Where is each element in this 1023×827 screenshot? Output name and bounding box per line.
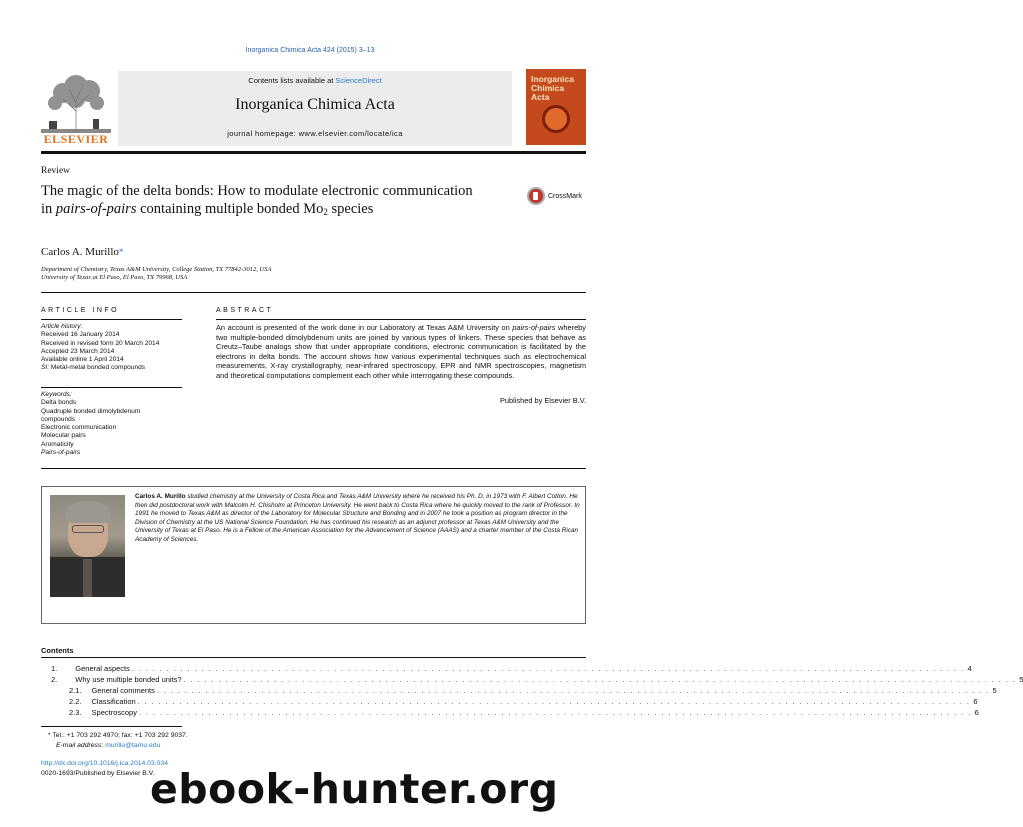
toc-leader-dots: . . . . . . . . . . . . . . . . . . . . . . . . . . . . . . . . . . . . . . . . . . . . . . . . . . . . . . . . . . . . . . . . . . . . . . . . . . . . . . . . . . . . . . . . . . . . . . . . . . . . . . . . . . . . . . . . . . . . . . . . bbox=[138, 708, 972, 717]
toc-page: 4 bbox=[967, 664, 972, 673]
info-rule bbox=[41, 319, 182, 320]
toc-item[interactable] bbox=[41, 664, 972, 675]
cover-title: Inorganica Chimica Acta bbox=[531, 74, 574, 102]
keyword: Electronic communication bbox=[41, 424, 117, 432]
history-item: Accepted 23 March 2014 bbox=[41, 347, 115, 355]
special-issue bbox=[41, 364, 182, 372]
keywords-rule bbox=[41, 387, 182, 388]
journal-banner bbox=[118, 71, 512, 146]
toc-item[interactable] bbox=[41, 708, 979, 719]
abstract-rule bbox=[216, 319, 586, 320]
si-text: Metal-metal bonded compounds bbox=[49, 364, 146, 372]
journal-cover[interactable] bbox=[526, 69, 586, 145]
history-label: Article history: bbox=[41, 323, 83, 330]
email-link[interactable]: murillo@tamu.edu bbox=[105, 742, 161, 749]
title-part-3: species bbox=[327, 201, 374, 217]
footnote-tel: * Tel.: +1 703 292 4970; fax: +1 703 292 9037. bbox=[48, 732, 188, 739]
affiliation-2: University of Texas at El Paso, El Paso, TX 79968, USA bbox=[41, 274, 188, 281]
header-rule bbox=[41, 151, 586, 154]
title-part-2: containing multiple bonded Mo bbox=[136, 201, 324, 217]
abstract-a: An account is presented of the work done in our Laboratory at Texas A&M University on bbox=[216, 323, 513, 332]
footnote-email bbox=[56, 742, 160, 749]
email-label: E-mail address: bbox=[56, 742, 106, 749]
crossmark-badge[interactable] bbox=[527, 187, 582, 205]
toc-number: 1. bbox=[51, 664, 58, 673]
keyword: Quadruple bonded dimolybdenum bbox=[41, 407, 141, 415]
contents-available bbox=[118, 76, 512, 85]
crossmark-icon bbox=[527, 187, 545, 205]
abstract-em: pairs-of-pairs bbox=[512, 323, 556, 332]
article-history bbox=[41, 323, 182, 373]
toc-page: 6 bbox=[974, 708, 979, 717]
keyword: Aromaticity bbox=[41, 440, 74, 448]
journal-citation[interactable]: Inorganica Chimica Acta 424 (2015) 3–13 bbox=[245, 47, 375, 54]
bio-name: Carlos A. Murillo bbox=[135, 493, 186, 500]
toc-label: Why use multiple bonded units? bbox=[75, 675, 182, 684]
toc-page: 6 bbox=[973, 697, 978, 706]
sciencedirect-link[interactable]: ScienceDirect bbox=[335, 76, 382, 85]
article-title bbox=[41, 182, 481, 221]
article-info-heading: ARTICLE INFO bbox=[41, 307, 120, 314]
issn-line: 0020-1693/Published by Elsevier B.V. bbox=[41, 770, 155, 777]
author-bio bbox=[135, 493, 581, 544]
keyword: compounds bbox=[41, 415, 76, 423]
abstract-heading: ABSTRACT bbox=[216, 307, 274, 314]
history-item: Received in revised form 20 March 2014 bbox=[41, 339, 160, 347]
author-footnote-mark[interactable]: * bbox=[118, 247, 124, 257]
divider bbox=[41, 292, 586, 293]
available-prefix: Contents lists available at bbox=[248, 76, 336, 85]
toc-leader-dots: . . . . . . . . . . . . . . . . . . . . . . . . . . . . . . . . . . . . . . . . . . . . . . . . . . . . . . . . . . . . . . . . . . . . . . . . . . . . . . . . . . . . . . . . . . . . . . . . . . . . . . . . . . . . . . . . . . . . . . . . bbox=[183, 675, 1017, 684]
toc-label: Classification bbox=[91, 697, 136, 706]
author-photo bbox=[50, 495, 125, 597]
title-part-1: The magic of the delta bonds: How to modulate electronic communication in bbox=[41, 183, 473, 217]
toc-number: 2.3. bbox=[69, 708, 82, 717]
contents-heading: Contents bbox=[41, 646, 74, 655]
published-by: Published by Elsevier B.V. bbox=[500, 396, 586, 405]
keyword: Molecular pairs bbox=[41, 432, 86, 440]
si-label: SI: bbox=[41, 364, 50, 372]
toc-number: 2.1. bbox=[69, 686, 82, 695]
toc-label: Spectroscopy bbox=[91, 708, 137, 717]
keyword: Pairs-of-pairs bbox=[41, 449, 81, 457]
author-name bbox=[41, 246, 123, 258]
toc-item[interactable] bbox=[41, 675, 1023, 686]
author-text: Carlos A. Murillo bbox=[41, 246, 119, 258]
cover-ring-icon bbox=[542, 105, 570, 133]
toc-item[interactable] bbox=[41, 697, 978, 708]
footnote-rule bbox=[41, 726, 182, 727]
journal-title: Inorganica Chimica Acta bbox=[235, 96, 395, 113]
watermark: ebook-hunter.org bbox=[150, 765, 559, 813]
toc-number: 2.2. bbox=[69, 697, 82, 706]
journal-homepage[interactable]: journal homepage: www.elsevier.com/locate/ica bbox=[227, 129, 403, 138]
keywords bbox=[41, 391, 182, 457]
tree-icon bbox=[41, 71, 111, 133]
keywords-label: Keywords: bbox=[41, 391, 72, 398]
abstract-text bbox=[216, 323, 586, 381]
abstract-b: whereby two multiple-bonded dimolybdenum units are joined by various types of linkers. These species that behave as Creutz–Taube analogs show that under appropriate conditions, electronic communication is facilitated by the electrons in delta bonds. The account shows how various experimental techniques such as electrochemical measurements, X-ray crystallography, near-infrared spectroscopy, EPR and NMR spectroscopies, magnetism and theoretical computations complement each other while interrogating these compounds. bbox=[216, 323, 586, 380]
bio-text: studied chemistry at the University of Costa Rica and Texas A&M University where he received his Ph. D. in 1973 with F. Albert Cotton. He then did postdoctoral work with Malcolm H. Chisholm at Princeton University. He went back to Costa Rica where he quickly moved to the rank of Professor. In 1991 he moved to Texas A&M as director of the Laboratory for Molecular Structure and Bonding and in 2007 he took a position as program director in the Division of Chemistry at the US National Science Foundation. He has continued his research as an adjunct professor at Texas A&M University and the University of Texas at El Paso. He is a Fellow of the American Association for the Advancement of Science (AAAS) and a charter member of the Costa Rican Academy of Sciences. bbox=[135, 493, 580, 543]
doi-link[interactable]: http://dx.doi.org/10.1016/j.ica.2014.03.034 bbox=[41, 760, 168, 767]
keyword: Delta bonds bbox=[41, 399, 77, 407]
contents-rule bbox=[41, 657, 586, 658]
title-italic: pairs-of-pairs bbox=[55, 201, 137, 217]
elsevier-wordmark: ELSEVIER bbox=[43, 132, 109, 146]
toc-leader-dots: . . . . . . . . . . . . . . . . . . . . . . . . . . . . . . . . . . . . . . . . . . . . . . . . . . . . . . . . . . . . . . . . . . . . . . . . . . . . . . . . . . . . . . . . . . . . . . . . . . . . . . . . . . . . . . . . . . . . . . . . bbox=[137, 697, 971, 706]
section-label: Review bbox=[41, 166, 71, 176]
toc-label: General comments bbox=[91, 686, 155, 695]
history-item: Received 16 January 2014 bbox=[41, 331, 120, 339]
toc-label: General aspects bbox=[75, 664, 130, 673]
affiliation-1: Department of Chemistry, Texas A&M University, College Station, TX 77842-3012, USA bbox=[41, 266, 272, 273]
divider bbox=[41, 468, 586, 469]
toc-number: 2. bbox=[51, 675, 58, 684]
toc-page: 5 bbox=[992, 686, 997, 695]
history-item: Available online 1 April 2014 bbox=[41, 356, 124, 364]
toc-item[interactable] bbox=[41, 686, 997, 697]
toc-leader-dots: . . . . . . . . . . . . . . . . . . . . . . . . . . . . . . . . . . . . . . . . . . . . . . . . . . . . . . . . . . . . . . . . . . . . . . . . . . . . . . . . . . . . . . . . . . . . . . . . . . . . . . . . . . . . . . . . . . . . . . . . bbox=[156, 686, 990, 695]
toc-leader-dots: . . . . . . . . . . . . . . . . . . . . . . . . . . . . . . . . . . . . . . . . . . . . . . . . . . . . . . . . . . . . . . . . . . . . . . . . . . . . . . . . . . . . . . . . . . . . . . . . . . . . . . . . . . . . . . . . . . . . . . . . bbox=[131, 664, 965, 673]
crossmark-label: CrossMark bbox=[548, 192, 582, 200]
toc-page: 5 bbox=[1019, 675, 1023, 684]
title-subscript: 2 bbox=[323, 207, 328, 217]
